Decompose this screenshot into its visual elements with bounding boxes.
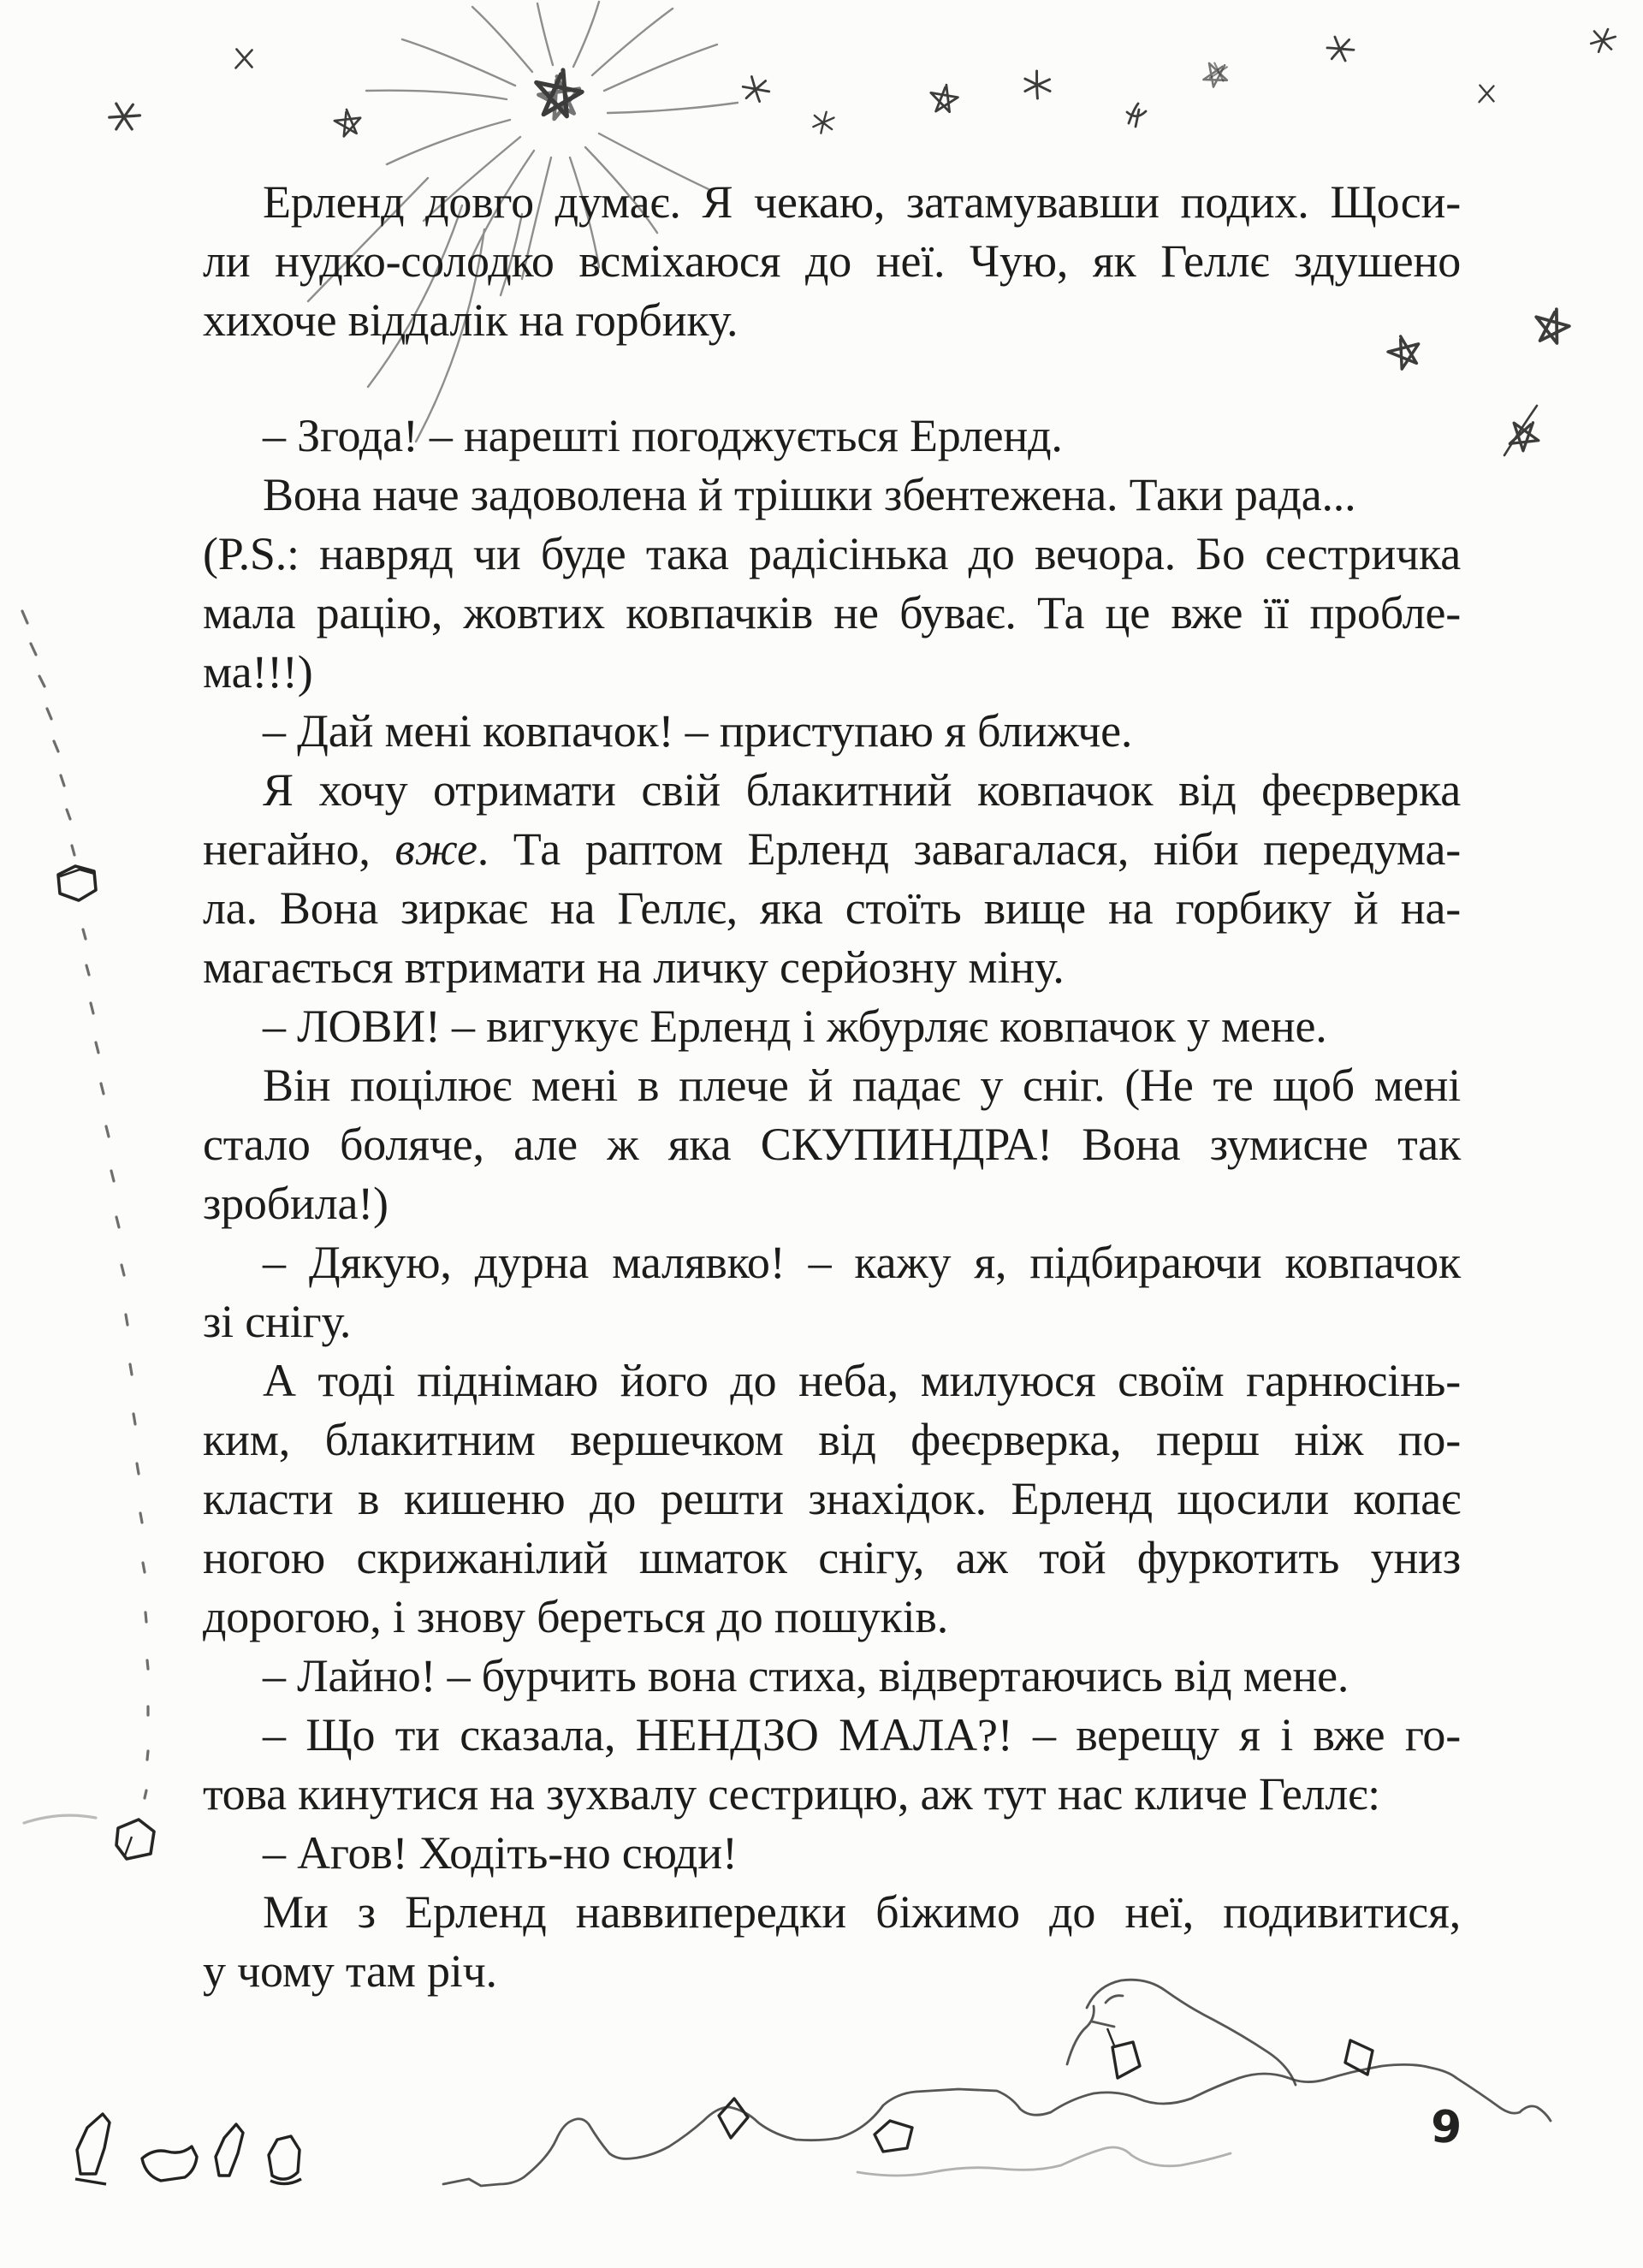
text-line: Вона наче задоволена й трішки збентежена. Таки рада...	[263, 469, 1356, 520]
star-icon	[1532, 306, 1572, 346]
star-icon	[1210, 62, 1227, 81]
text-line: ма!!!)	[203, 646, 313, 698]
paragraph	[203, 525, 1461, 702]
text-line: зі снігу.	[203, 1296, 352, 1347]
page-number: 9	[1429, 2101, 1463, 2154]
text-line: у чому там річ.	[203, 1945, 497, 1997]
text-line: стало боляче, але ж яка СКУПИНДРА! Вона зумисне так	[203, 1119, 1461, 1170]
star-icon	[1504, 406, 1537, 455]
paragraph	[203, 997, 1461, 1056]
pebble-doodle	[270, 2179, 301, 2184]
text-line: Ерленд довго думає. Я чекаю, затамувавши подих. Щоси-	[263, 176, 1461, 228]
text-line: Він поцілює мені в плече й падає у сніг. (Не те щоб мені	[263, 1060, 1461, 1111]
paragraph	[203, 466, 1461, 525]
text-line: негайно, вже. Та раптом Ерленд завагалася, ніби передума-	[203, 823, 1461, 875]
pebble-doodle	[216, 2124, 243, 2176]
paragraph	[203, 1824, 1461, 1883]
star-icon	[236, 50, 252, 68]
text-line: мала рацію, жовтих ковпачків не буває. Та це вже її пробле-	[203, 587, 1461, 638]
paragraph	[203, 1351, 1461, 1647]
text-line: ким, блакитним вершечком від феєрверка, перш ніж по-	[203, 1414, 1461, 1465]
star-icon	[1480, 86, 1494, 103]
star-icon	[110, 104, 140, 129]
dotted-trail-doodle	[22, 611, 148, 1823]
kite-stone-doodle	[719, 2028, 1373, 2152]
text-line: Ми з Ерленд наввипередки біжимо до неї, подивитися,	[263, 1886, 1461, 1938]
paragraph	[203, 1883, 1461, 2001]
text-line: – ЛОВИ! – вигукує Ерленд і жбурляє ковпачок у мене.	[263, 1000, 1327, 1052]
text-line: – Агов! Ходіть-но сюди!	[263, 1827, 738, 1879]
paragraph	[203, 173, 1461, 350]
star-icon	[929, 83, 959, 113]
pebble-doodle	[269, 2136, 300, 2179]
text-line: зробила!)	[203, 1178, 389, 1229]
text-line: магається втримати на личку серйозну міну.	[203, 941, 1065, 993]
star-doodles	[110, 27, 1618, 138]
star-icon	[740, 75, 771, 104]
text-line: класти в кишеню до решти знахідок. Ерленд щосили копає	[203, 1473, 1461, 1524]
pebble-doodle	[142, 2146, 197, 2181]
text-line: хихоче віддалік на горбику.	[203, 294, 738, 346]
stone-doodle	[116, 1820, 154, 1859]
text-line: дорогою, і знову береться до пошуків.	[203, 1591, 949, 1642]
star-icon	[532, 67, 584, 122]
text-line: Я хочу отримати свій блакитний ковпачок від феєрверка	[263, 764, 1461, 816]
pebble-doodles	[75, 2114, 301, 2184]
text-line: А тоді піднімаю його до неба, милуюся своїм гарнюсінь-	[263, 1355, 1461, 1406]
paragraph	[203, 407, 1461, 466]
story-text	[203, 173, 1461, 2001]
stone-doodle	[58, 866, 96, 900]
star-icon	[333, 108, 363, 138]
star-icon	[810, 110, 837, 135]
paragraph	[203, 1056, 1461, 1233]
star-icon	[1127, 104, 1146, 127]
text-line: ли нудко-солодко всміхаюся до неї. Чую, як Геллє здушено	[203, 235, 1461, 287]
text-line: – Дякую, дурна малявко! – кажу я, підбираючи ковпачок	[263, 1237, 1461, 1288]
text-line: ла. Вона зиркає на Геллє, яка стоїть вище на горбику й на-	[203, 882, 1461, 934]
text-line: (P.S.: навряд чи буде така радісінька до вечора. Бо сестричка	[203, 528, 1461, 579]
paragraph	[203, 1233, 1461, 1351]
snow-horizon-doodle	[443, 2064, 1551, 2186]
text-line: – Згода! – нарешті погоджується Ерленд.	[263, 410, 1063, 461]
text-line: това кинутися на зухвалу сестрицю, аж тут нас кличе Геллє:	[203, 1768, 1380, 1820]
paragraph	[203, 1647, 1461, 1706]
paragraph	[203, 761, 1461, 997]
pebble-doodle	[75, 2179, 106, 2184]
paragraph	[203, 702, 1461, 761]
star-icon	[1326, 36, 1355, 62]
text-line: – Дай мені ковпачок! – приступаю я ближче.	[263, 705, 1133, 757]
paragraph	[203, 1706, 1461, 1824]
text-line: – Лайно! – бурчить вона стиха, відвертаючись від мене.	[263, 1650, 1349, 1701]
star-icon	[1588, 27, 1617, 53]
star-icon	[1504, 414, 1545, 456]
text-line: – Що ти сказала, НЕНДЗО МАЛА?! – верещу я і вже го-	[263, 1709, 1461, 1760]
star-icon	[1199, 56, 1234, 92]
star-icon	[1020, 68, 1056, 102]
text-line: ногою скрижанілий шматок снігу, аж той фуркотить униз	[203, 1532, 1461, 1583]
pebble-doodle	[77, 2114, 110, 2174]
paragraph-gap	[203, 350, 1461, 407]
